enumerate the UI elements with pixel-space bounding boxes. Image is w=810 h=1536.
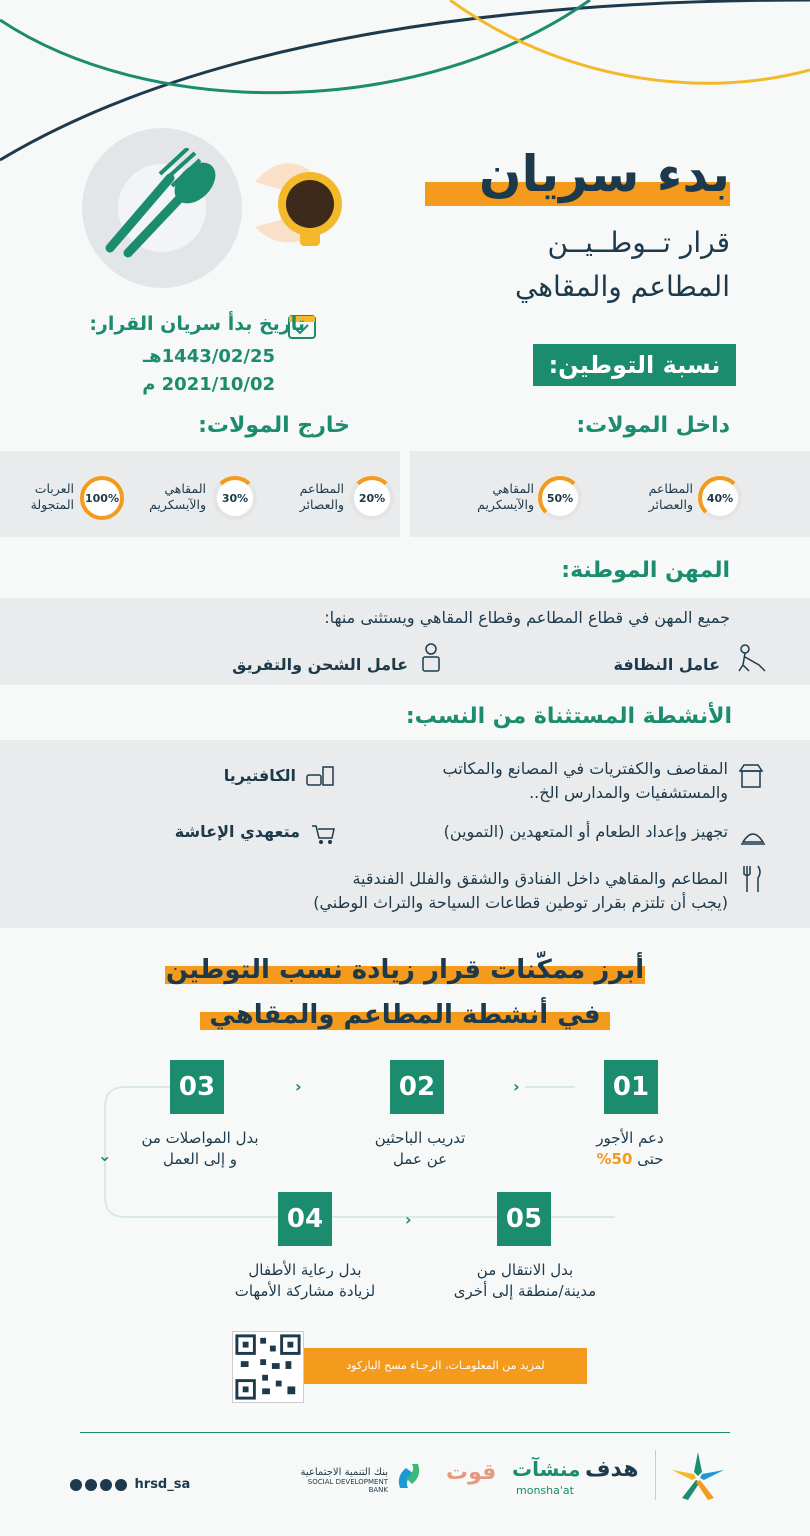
excluded-heading: الأنشطة المستثناة من النسب: (405, 704, 732, 729)
inside-stat-restaurants (698, 476, 742, 520)
chevron-down-icon: ⌄ (98, 1146, 112, 1165)
chevron-right-icon: › (405, 1210, 412, 1229)
qoot-logo: قوت (446, 1460, 497, 1485)
step-03-number: 03 (170, 1060, 224, 1114)
excluded-item-canteens-side: الكافتيريا (223, 766, 296, 785)
outside-stat-restaurants (350, 476, 394, 520)
stat-label: العربات المتجولة (30, 481, 74, 512)
progress-ring (698, 476, 742, 520)
localized-jobs-intro: جميع المهن في قطاع المطاعم وقطاع المقاهي ويستثنى منها: (324, 608, 730, 627)
subtitle-line2: المطاعم والمقاهي (514, 270, 730, 303)
kiosk-icon (738, 763, 764, 789)
inside-stat-cafes (538, 476, 582, 520)
instagram-icon[interactable] (85, 1479, 97, 1491)
localization-ratio-title: نسبة التوطين: (533, 344, 736, 386)
excluded-item-canteens: المقاصف والكفتريات في المصانع والمكاتب والمستشفيات والمدارس الخ.. (442, 759, 728, 802)
serving-tray-icon (740, 822, 766, 848)
sdb-logo-english: SOCIAL DEVELOPMENT BANK (307, 1478, 388, 1494)
sdb-logo-arabic: بنك التنمية الاجتماعية (300, 1467, 388, 1478)
outside-stat-food-trucks (80, 476, 124, 520)
enablers-heading-line2: في أنشطة المطاعم والمقاهي (209, 1000, 601, 1030)
outside-stat-cafes (213, 476, 257, 520)
effective-date-hijri: 1443/02/25هـ (143, 346, 275, 367)
stat-value: 40% (706, 491, 734, 505)
social-handles[interactable] (70, 1477, 190, 1492)
progress-ring (538, 476, 582, 520)
logo-divider (655, 1450, 656, 1500)
step-04-number: 04 (278, 1192, 332, 1246)
monshaat-logo-arabic: منشآت (512, 1457, 581, 1481)
job-loading-unloading: عامل الشحن والتفريق (232, 655, 408, 674)
cutlery-icon (742, 864, 764, 894)
subtitle-line1: قرار تــوطــيــن (547, 226, 730, 259)
job-cleaner: عامل النظافة (613, 655, 720, 674)
coffee-cup-icon (250, 152, 350, 252)
monshaat-logo-latin: monsha'at (516, 1484, 574, 1497)
stat-value: 30% (221, 491, 249, 505)
step-01-label: دعم الأجور حتى (596, 1129, 664, 1168)
step-05-number: 05 (497, 1192, 551, 1246)
qr-caption: لمزيد من المعلومـات، الرجـاء مسح الباركود (304, 1348, 587, 1384)
ministry-logo-icon (668, 1450, 728, 1502)
delivery-worker-icon (420, 643, 442, 673)
stat-label: المطاعم والعصائر (299, 481, 344, 512)
food-cart-icon (310, 820, 336, 846)
twitter-icon[interactable] (100, 1479, 112, 1491)
step-04-text: بدل رعاية الأطفال لزيادة مشاركة الأمهات (234, 1261, 376, 1300)
footer-divider (80, 1432, 730, 1433)
step-02-text: تدريب الباحثين عن عمل (374, 1129, 466, 1168)
fork-spoon-icon (100, 148, 220, 258)
stat-label: المقاهي والآيسكريم (477, 481, 534, 512)
stat-value: 20% (358, 491, 386, 505)
effective-date-gregorian: 2021/10/02 م (142, 374, 275, 395)
sdb-logo-text (296, 1467, 388, 1494)
progress-ring (350, 476, 394, 520)
progress-ring (213, 476, 257, 520)
social-handle: hrsd_sa (134, 1477, 191, 1492)
step-05-text: بدل الانتقال من مدينة/منطقة إلى أخرى (453, 1261, 597, 1300)
excluded-item-catering: تجهيز وإعداد الطعام أو المتعهدين (التموين) (443, 822, 728, 841)
enablers-heading-line1: أبرز ممكّنات قرار زيادة نسب التوطين (165, 955, 645, 985)
stat-label: المطاعم والعصائر (648, 481, 693, 512)
page-title: بدء سريان (478, 145, 730, 203)
youtube-icon[interactable] (115, 1479, 127, 1491)
step-02-number: 02 (390, 1060, 444, 1114)
qr-code[interactable] (232, 1331, 304, 1403)
excluded-item-hotels: المطاعم والمقاهي داخل الفنادق والشقق والفلل الفندقية (يجب أن تلتزم بقرار توطين قطاعات السياحة والتراث الوطني) (313, 869, 728, 912)
stat-value: 50% (546, 491, 574, 505)
step-01-text (570, 1128, 690, 1170)
sdb-logo-icon (394, 1458, 424, 1494)
chevron-right-icon: › (513, 1077, 520, 1096)
hadaf-logo: هدف (585, 1457, 639, 1482)
chevron-right-icon: › (295, 1077, 302, 1096)
cafeteria-icon (305, 763, 335, 789)
effective-date-label: تاريخ بدأ سريان القرار: (89, 313, 305, 335)
stat-value: 100% (85, 491, 119, 505)
facebook-icon[interactable] (70, 1479, 82, 1491)
excluded-item-catering-side: متعهدي الإعاشة (174, 822, 300, 841)
stat-label: المقاهي والآيسكريم (149, 481, 206, 512)
step-01-number: 01 (604, 1060, 658, 1114)
step-03-text: بدل المواصلات من و إلى العمل (141, 1129, 259, 1168)
progress-ring (80, 476, 124, 520)
step-01-highlight: 50% (596, 1150, 633, 1168)
localized-jobs-heading: المهن الموطنة: (561, 558, 730, 583)
cleaner-icon (735, 643, 769, 673)
inside-malls-heading: داخل المولات: (576, 413, 730, 438)
outside-malls-heading: خارج المولات: (198, 413, 350, 438)
